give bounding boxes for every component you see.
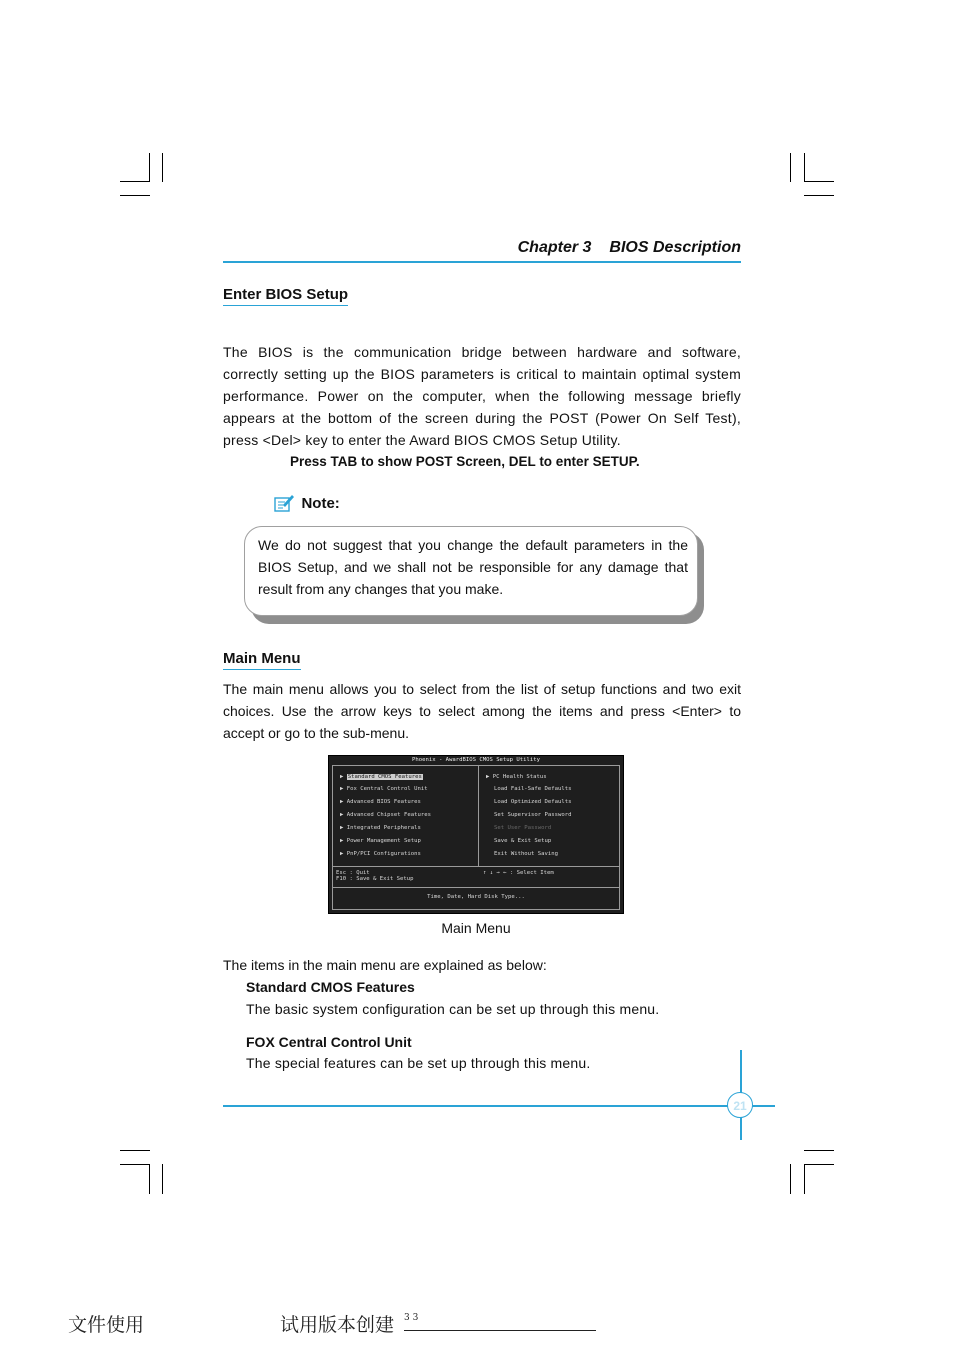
footer-number: 3 3 xyxy=(404,1313,419,1323)
chapter-label: Chapter 3 xyxy=(517,239,592,256)
bios-menu-item-load-failsafe[interactable]: Load Fail-Safe Defaults xyxy=(494,786,572,792)
bios-column-divider xyxy=(478,765,479,866)
footer-right-text: 试用版本创建 xyxy=(280,1314,395,1336)
bios-menu-item-fox-central[interactable]: ▶ Fox Central Control Unit xyxy=(340,786,428,792)
item-desc-standard-cmos: The basic system configuration can be set up through this menu. xyxy=(246,1001,660,1017)
crop-mark xyxy=(804,153,805,182)
item-title-fox-central: FOX Central Control Unit xyxy=(246,1034,412,1050)
crop-mark xyxy=(790,153,791,182)
bios-menu-item-exit-without-saving[interactable]: Exit Without Saving xyxy=(494,851,558,857)
main-menu-paragraph: The main menu allows you to select from the list of setup functions and two exit choices. Use the arrow keys to select among the items and press <Enter> to accept or go to the sub-menu. xyxy=(223,681,741,741)
bios-menu-item-load-optimized[interactable]: Load Optimized Defaults xyxy=(494,799,572,805)
crop-mark xyxy=(149,153,150,182)
crop-mark xyxy=(120,181,150,182)
bios-menu-item-set-user-password: Set User Password xyxy=(494,825,552,831)
bios-menu-item-pc-health[interactable]: ▶ PC Health Status xyxy=(486,774,547,780)
bios-menu-item-advanced-chipset[interactable]: ▶ Advanced Chipset Features xyxy=(340,812,431,818)
items-intro: The items in the main menu are explained as below: xyxy=(223,957,547,973)
bios-main-menu-screen xyxy=(328,755,624,914)
section-heading-main-menu: Main Menu xyxy=(223,650,301,670)
bios-divider xyxy=(332,866,620,867)
bios-divider xyxy=(332,887,620,888)
crop-mark xyxy=(120,1150,150,1151)
crop-mark xyxy=(804,1150,834,1151)
bios-menu-item-power-management[interactable]: ▶ Power Management Setup xyxy=(340,838,421,844)
bios-menu-item-standard-cmos[interactable]: ▶ Standard CMOS Features xyxy=(340,774,422,780)
crop-mark xyxy=(804,181,834,182)
note-text: We do not suggest that you change the default parameters in the BIOS Setup, and we shall not be responsible for any damage that result from any changes that you make. xyxy=(258,537,688,597)
crop-mark xyxy=(804,1164,805,1194)
crop-mark xyxy=(162,153,163,182)
bios-help-save-exit: F10 : Save & Exit Setup xyxy=(336,876,414,882)
footer-left-text: 文件使用 xyxy=(68,1314,145,1336)
figure-caption: Main Menu xyxy=(441,920,511,936)
footer-underline xyxy=(404,1330,596,1331)
crop-mark xyxy=(120,1164,150,1165)
bios-status-line: Time, Date, Hard Disk Type... xyxy=(427,894,525,900)
note-header xyxy=(274,494,340,512)
pencil-note-icon xyxy=(274,494,295,512)
post-message: Press TAB to show POST Screen, DEL to enter SETUP. xyxy=(290,454,640,469)
crop-mark xyxy=(162,1164,163,1194)
section-heading-enter-bios: Enter BIOS Setup xyxy=(223,286,348,306)
bios-menu-item-pnp-pci[interactable]: ▶ PnP/PCI Configurations xyxy=(340,851,421,857)
item-desc-fox-central: The special features can be set up through this menu. xyxy=(246,1055,591,1071)
crop-mark xyxy=(120,195,150,196)
crop-mark xyxy=(804,195,834,196)
bios-help-quit: Esc : Quit xyxy=(336,870,370,876)
footer-rule xyxy=(223,1105,775,1107)
crop-mark xyxy=(149,1164,150,1194)
bios-menu-item-integrated-peripherals[interactable]: ▶ Integrated Peripherals xyxy=(340,825,421,831)
note-label: Note: xyxy=(301,494,340,512)
bios-menu-item-save-exit[interactable]: Save & Exit Setup xyxy=(494,838,552,844)
crop-mark xyxy=(790,1164,791,1194)
chapter-header xyxy=(223,239,741,257)
bios-title: Phoenix - AwardBIOS CMOS Setup Utility xyxy=(412,757,540,763)
item-title-standard-cmos: Standard CMOS Features xyxy=(246,979,415,995)
bios-menu-item-set-supervisor-password[interactable]: Set Supervisor Password xyxy=(494,812,572,818)
page-number: 21 xyxy=(727,1092,753,1118)
bios-help-select-item: ↑ ↓ → ← : Select Item xyxy=(483,870,554,876)
crop-mark xyxy=(804,1164,834,1165)
header-rule xyxy=(223,261,741,263)
bios-menu-item-advanced-bios[interactable]: ▶ Advanced BIOS Features xyxy=(340,799,421,805)
chapter-title: BIOS Description xyxy=(609,239,741,256)
enter-bios-paragraph: The BIOS is the communication bridge between hardware and software, correctly setting up the BIOS parameters is critical to maintain optimal system performance. Power on the computer, when the following message briefly appears at the bottom of the screen during the POST (Power On Self Test), press <Del> key to enter the Award BIOS CMOS Setup Utility. xyxy=(223,344,741,448)
